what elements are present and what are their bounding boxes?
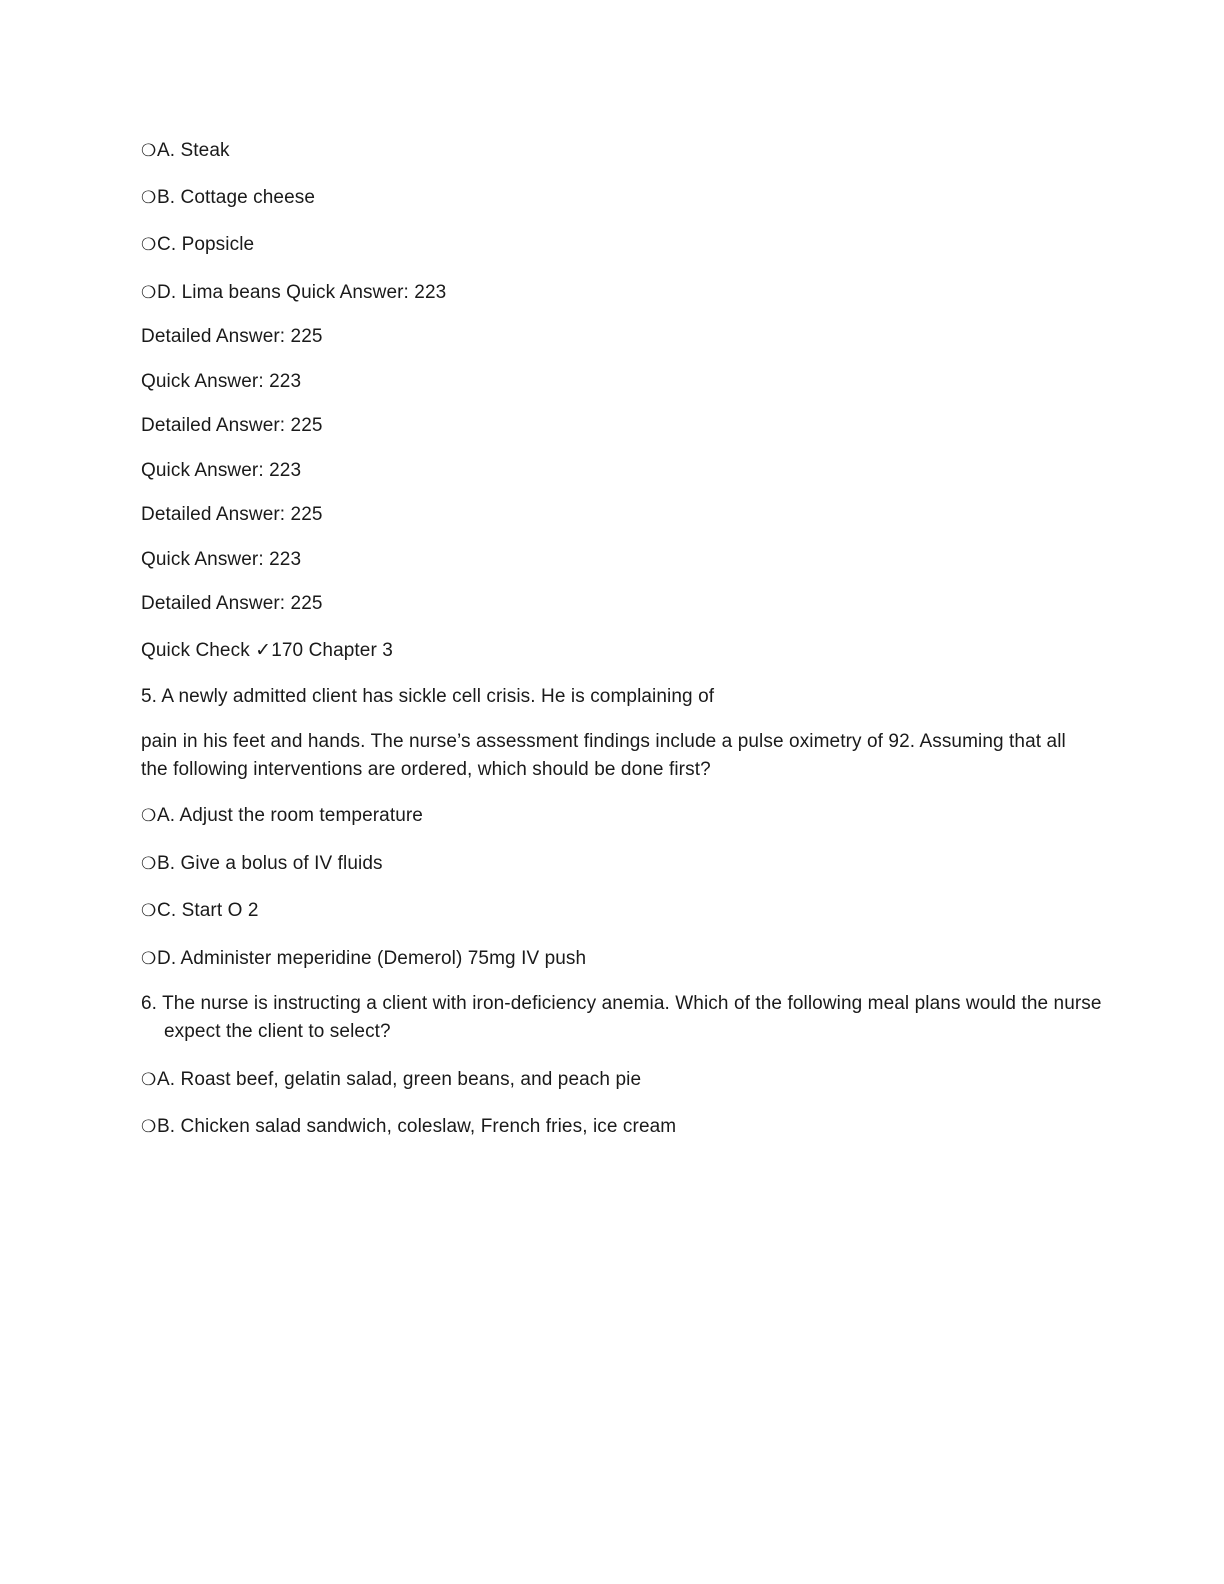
option-text: B. Give a bolus of IV fluids (157, 853, 383, 874)
option-text: B. Chicken salad sandwich, coleslaw, French fries, ice cream (157, 1116, 677, 1137)
option-text: D. Administer meperidine (Demerol) 75mg IV push (157, 948, 587, 969)
radio-circle-icon: ❍ (141, 901, 157, 920)
radio-circle-icon: ❍ (141, 188, 157, 207)
running-header: Quick Check ✓170 Chapter 3 (141, 640, 393, 661)
answer-ref: Quick Answer: 223 (141, 549, 302, 570)
answer-ref: Detailed Answer: 225 (141, 593, 323, 614)
answer-ref: Quick Answer: 223 (141, 371, 302, 392)
q5-option-c (141, 897, 259, 925)
option-b-cottage-cheese (141, 184, 315, 212)
answer-ref: Detailed Answer: 225 (141, 504, 323, 525)
radio-circle-icon: ❍ (141, 1117, 157, 1136)
option-a-steak (141, 137, 230, 165)
option-text: A. Adjust the room temperature (157, 805, 423, 826)
question-5-stem-continued: pain in his feet and hands. The nurse’s assessment findings include a pulse oximetry of 92. Assuming that all the following interventions are ordered, which should be done first? (141, 731, 1066, 780)
question-5-stem: 5. A newly admitted client has sickle cell crisis. He is complaining of (141, 686, 715, 707)
radio-circle-icon: ❍ (141, 854, 157, 873)
q5-option-a (141, 802, 423, 830)
radio-circle-icon: ❍ (141, 1070, 157, 1089)
option-d-lima-beans (141, 279, 446, 307)
option-c-popsicle (141, 231, 254, 259)
radio-circle-icon: ❍ (141, 283, 157, 302)
q5-option-b (141, 850, 383, 878)
option-text: A. Roast beef, gelatin salad, green beans, and peach pie (157, 1069, 642, 1090)
option-text: D. Lima beans Quick Answer: 223 (157, 282, 447, 303)
answer-ref: Detailed Answer: 225 (141, 415, 323, 436)
question-6-stem: 6. The nurse is instructing a client with iron-deficiency anemia. Which of the following meal plans would the nurse expect the client to select? (141, 993, 1102, 1042)
radio-circle-icon: ❍ (141, 235, 157, 254)
answer-ref: Detailed Answer: 225 (141, 326, 323, 347)
q6-option-b (141, 1113, 676, 1141)
q5-option-d (141, 945, 586, 973)
option-text: B. Cottage cheese (157, 187, 316, 208)
option-text: A. Steak (157, 140, 230, 161)
radio-circle-icon: ❍ (141, 806, 157, 825)
option-text: C. Start O 2 (157, 900, 259, 921)
q6-option-a (141, 1066, 641, 1094)
radio-circle-icon: ❍ (141, 949, 157, 968)
option-text: C. Popsicle (157, 234, 255, 255)
radio-circle-icon: ❍ (141, 141, 157, 160)
answer-ref: Quick Answer: 223 (141, 460, 302, 481)
